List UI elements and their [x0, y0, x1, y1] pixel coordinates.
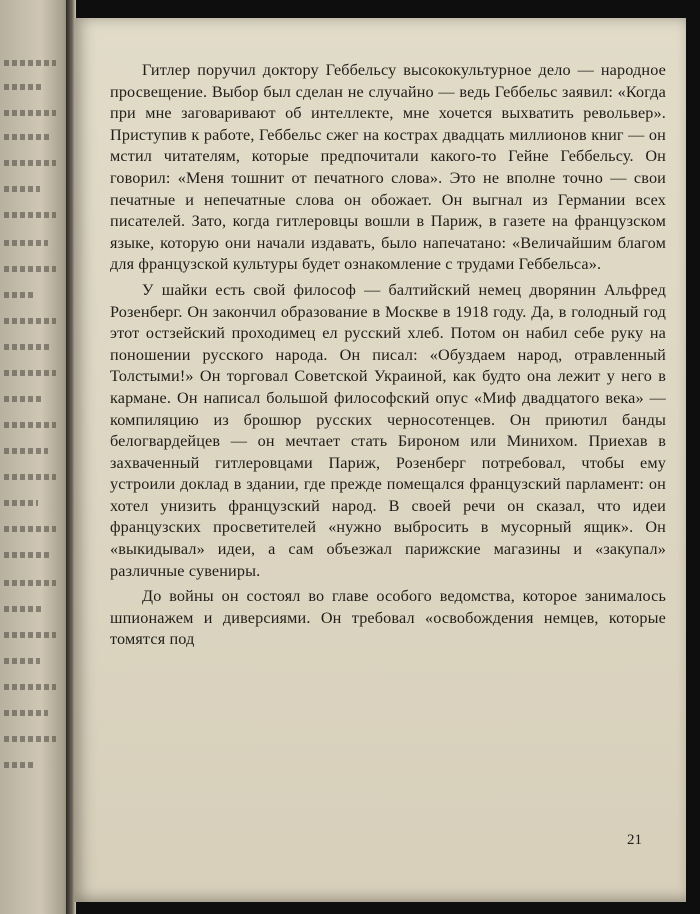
- paragraph: До войны он состоял во главе особого ведомства, которое занималось шпионажем и диверсиями. Он требовал «освобождения немцев, которые томятся под: [110, 587, 666, 649]
- page-number: 21: [627, 832, 642, 848]
- paragraph: Гитлер поручил доктору Геббельсу высококультурное дело — народное просвещение. Выбор был сделан не случайно — ведь Геббельс заявил: «Когда при мне заговаривают об интеллекте, мне хочется выхватить револьвер». Приступив к работе, Геббельс сжег на кострах двадцать миллионов книг — он мстил читателям, которые предпочитали какого-то Гейне Геббельсу. Он говорил: «Меня тошнит от печатного слова». Это не вполне точно — свои печатные и непечатные слова он обожает. Он выгнал из Германии всех писателей. Зато, когда гитлеровцы вошли в Париж, в газете на французском языке, которую они начали издавать, было напечатано: «Величайшим благом для французской культуры будет ознакомление с трудами Геббельса».: [110, 61, 666, 274]
- book-page: [74, 18, 686, 902]
- previous-page-edge: [0, 0, 74, 914]
- paragraph: У шайки есть свой философ — балтийский немец дворянин Альфред Розенберг. Он закончил образование в Москве в 1918 году. Да, в голодный год этот остзейский проходимец ел русский хлеб. Потом он набил себе руку на поношении русского народа. Он писал: «Обуздаем народ, отравленный Толстыми!» Он торговал Советской Украиной, как будто она лежит у него в кармане. Он написал большой философский опус «Миф двадцатого века» — компиляцию из брошюр русских черносотенцев. Он приютил банды белогвардейцев — он мечтает стать Бироном или Минихом. Приехав в захваченный гитлеровцами Париж, Розенберг потребовал, чтобы ему устроили доклад в здании, где прежде помещался французский парламент: он хотел унизить французский народ. В своей речи он сказал, что идеи французских просветителей «нужно выбросить в мусорный ящик». Он «выкидывал» идеи, а сам объезжал парижские магазины и «закупал» различные сувениры.: [110, 280, 666, 580]
- page-body: [110, 60, 666, 651]
